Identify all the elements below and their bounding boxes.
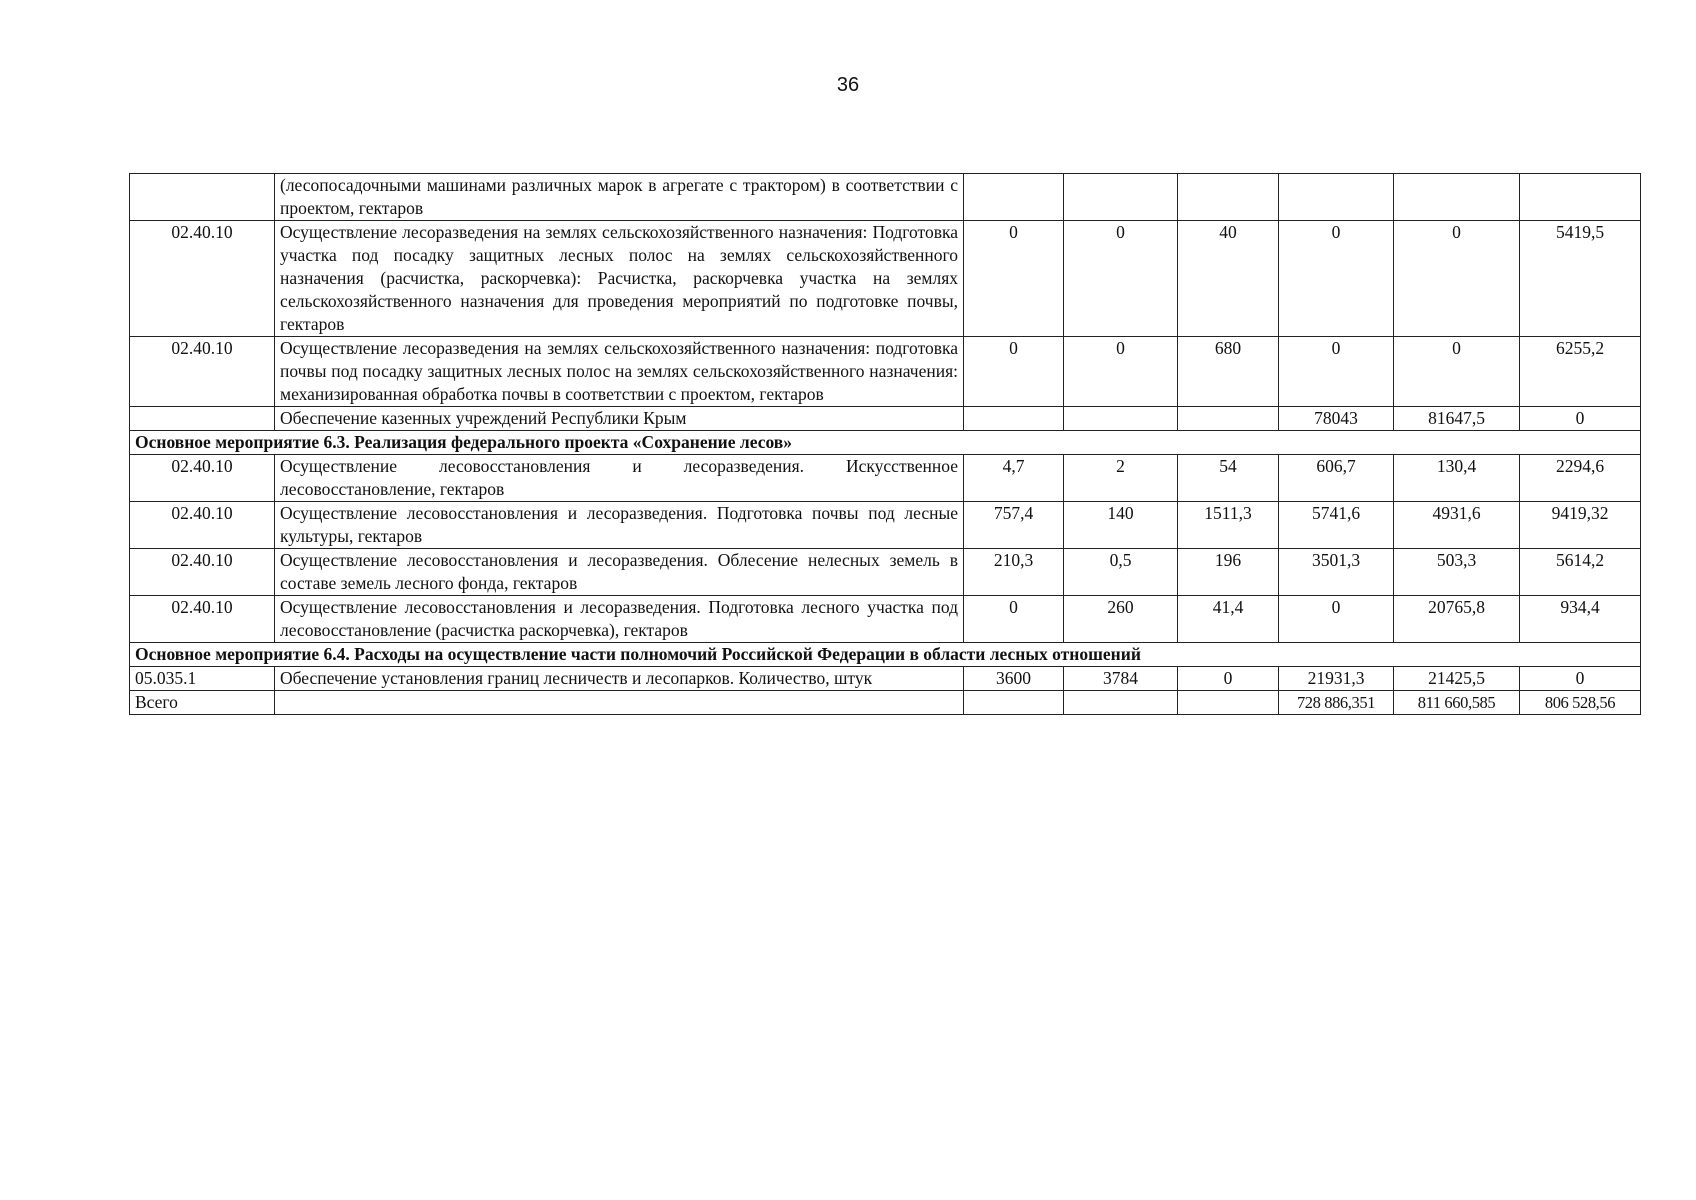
program-table: [129, 173, 1641, 715]
table-row: [130, 221, 1641, 337]
value-cell-2: 260: [1064, 596, 1178, 643]
table-row: [130, 549, 1641, 596]
section-header-row: [130, 643, 1641, 667]
value-cell-3: [1178, 407, 1279, 431]
value-cell-3: [1178, 174, 1279, 221]
row-description: Осуществление лесоразведения на землях сельскохозяйственного назначения: Подготовка участка под посадку защитных лесных полос на землях сельскохозяйственного назначения (расчистка, раскорчевка): Расчистка, раскорчевка участка на землях сельскохозяйственного назначения для проведения мероприятий по подготовке почвы, гектаров: [275, 221, 964, 337]
row-description: Обеспечение установления границ лесничеств и лесопарков. Количество, штук: [275, 667, 964, 691]
row-code: [130, 407, 275, 431]
value-cell-2: 0: [1064, 221, 1178, 337]
value-cell-1: [964, 174, 1064, 221]
value-cell-1: 757,4: [964, 502, 1064, 549]
value-cell-1: 4,7: [964, 455, 1064, 502]
value-cell-4: 3501,3: [1279, 549, 1394, 596]
value-cell-5: 0: [1394, 337, 1520, 407]
total-row: [130, 691, 1641, 715]
value-cell-5: 130,4: [1394, 455, 1520, 502]
value-cell-4: [1279, 174, 1394, 221]
row-code: 02.40.10: [130, 502, 275, 549]
table-body: [130, 174, 1641, 715]
value-cell-4: 0: [1279, 337, 1394, 407]
value-cell-1: [964, 407, 1064, 431]
value-cell-5: 81647,5: [1394, 407, 1520, 431]
value-cell-2: [1064, 691, 1178, 715]
value-cell-6: 0: [1520, 407, 1641, 431]
value-cell-2: 0,5: [1064, 549, 1178, 596]
row-code: 02.40.10: [130, 337, 275, 407]
row-code: 02.40.10: [130, 596, 275, 643]
value-cell-4: 21931,3: [1279, 667, 1394, 691]
value-cell-4: 728 886,351: [1279, 691, 1394, 715]
value-cell-3: 196: [1178, 549, 1279, 596]
row-description: Осуществление лесовосстановления и лесоразведения. Подготовка лесного участка под лесовосстановление (расчистка раскорчевка), гектаров: [275, 596, 964, 643]
value-cell-1: 0: [964, 596, 1064, 643]
value-cell-5: [1394, 174, 1520, 221]
table-row: [130, 667, 1641, 691]
value-cell-3: 40: [1178, 221, 1279, 337]
row-description: Осуществление лесовосстановления и лесоразведения. Подготовка почвы под лесные культуры, гектаров: [275, 502, 964, 549]
value-cell-5: 21425,5: [1394, 667, 1520, 691]
value-cell-1: 210,3: [964, 549, 1064, 596]
row-description: Осуществление лесовосстановления и лесоразведения. Искусственное лесовосстановление, гектаров: [275, 455, 964, 502]
value-cell-6: 0: [1520, 667, 1641, 691]
row-code: [130, 174, 275, 221]
row-description: Осуществление лесоразведения на землях сельскохозяйственного назначения: подготовка почвы под посадку защитных лесных полос на землях сельскохозяйственного назначения: механизированная обработка почвы в соответствии с проектом, гектаров: [275, 337, 964, 407]
value-cell-5: 0: [1394, 221, 1520, 337]
row-description: [275, 691, 964, 715]
value-cell-5: 20765,8: [1394, 596, 1520, 643]
value-cell-4: 0: [1279, 596, 1394, 643]
value-cell-6: 2294,6: [1520, 455, 1641, 502]
total-label: Всего: [130, 691, 275, 715]
value-cell-5: 503,3: [1394, 549, 1520, 596]
value-cell-2: 3784: [1064, 667, 1178, 691]
section-header-row: [130, 431, 1641, 455]
value-cell-6: 934,4: [1520, 596, 1641, 643]
row-description: (лесопосадочными машинами различных марок в агрегате с трактором) в соответствии с проектом, гектаров: [275, 174, 964, 221]
table-row: [130, 455, 1641, 502]
value-cell-6: [1520, 174, 1641, 221]
value-cell-3: 680: [1178, 337, 1279, 407]
value-cell-4: 606,7: [1279, 455, 1394, 502]
section-title: Основное мероприятие 6.4. Расходы на осуществление части полномочий Российской Федерации в области лесных отношений: [130, 643, 1641, 667]
table-row: [130, 174, 1641, 221]
row-code: 02.40.10: [130, 549, 275, 596]
table-row: [130, 407, 1641, 431]
value-cell-6: 6255,2: [1520, 337, 1641, 407]
value-cell-6: 5419,5: [1520, 221, 1641, 337]
value-cell-5: 4931,6: [1394, 502, 1520, 549]
value-cell-5: 811 660,585: [1394, 691, 1520, 715]
value-cell-2: [1064, 174, 1178, 221]
value-cell-3: [1178, 691, 1279, 715]
value-cell-1: [964, 691, 1064, 715]
value-cell-3: 54: [1178, 455, 1279, 502]
value-cell-3: 0: [1178, 667, 1279, 691]
row-code: 02.40.10: [130, 455, 275, 502]
value-cell-4: 5741,6: [1279, 502, 1394, 549]
value-cell-6: 806 528,56: [1520, 691, 1641, 715]
value-cell-2: [1064, 407, 1178, 431]
value-cell-2: 0: [1064, 337, 1178, 407]
row-code: 02.40.10: [130, 221, 275, 337]
row-description: Осуществление лесовосстановления и лесоразведения. Облесение нелесных земель в составе земель лесного фонда, гектаров: [275, 549, 964, 596]
value-cell-3: 1511,3: [1178, 502, 1279, 549]
section-title: Основное мероприятие 6.3. Реализация федерального проекта «Сохранение лесов»: [130, 431, 1641, 455]
value-cell-4: 78043: [1279, 407, 1394, 431]
value-cell-1: 3600: [964, 667, 1064, 691]
table-row: [130, 337, 1641, 407]
row-description: Обеспечение казенных учреждений Республики Крым: [275, 407, 964, 431]
row-code: 05.035.1: [130, 667, 275, 691]
table-row: [130, 502, 1641, 549]
value-cell-6: 5614,2: [1520, 549, 1641, 596]
page-number: 36: [836, 74, 860, 96]
value-cell-4: 0: [1279, 221, 1394, 337]
value-cell-2: 140: [1064, 502, 1178, 549]
value-cell-6: 9419,32: [1520, 502, 1641, 549]
value-cell-3: 41,4: [1178, 596, 1279, 643]
table-row: [130, 596, 1641, 643]
value-cell-1: 0: [964, 337, 1064, 407]
value-cell-2: 2: [1064, 455, 1178, 502]
value-cell-1: 0: [964, 221, 1064, 337]
